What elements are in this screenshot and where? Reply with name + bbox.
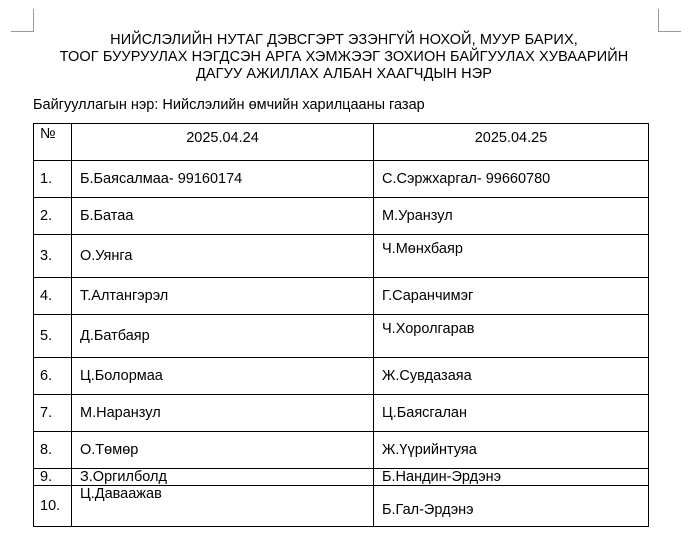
row-number: 4. (34, 278, 72, 315)
name-cell-day2: Г.Саранчимэг (374, 278, 649, 315)
schedule-table (33, 123, 649, 527)
table-row (34, 486, 649, 527)
name-cell-day1: Б.Баясалмаа- 99160174 (72, 161, 374, 198)
row-number: 5. (34, 315, 72, 358)
row-number: 9. (34, 469, 72, 486)
table-row (34, 198, 649, 235)
name-cell-day2: С.Сэржхаргал- 99660780 (374, 161, 649, 198)
table-row (34, 395, 649, 432)
name-cell-day2: Ц.Баясгалан (374, 395, 649, 432)
name-cell-day1: Ц.Даваажав (72, 486, 374, 527)
row-number: 1. (34, 161, 72, 198)
title-line: ДАГУУ АЖИЛЛАХ АЛБАН ХААГЧДЫН НЭР (195, 66, 492, 82)
name-cell-day2: Ж.Сувдазаяа (374, 358, 649, 395)
name-cell-day1: Т.Алтангэрэл (72, 278, 374, 315)
header-date-1: 2025.04.24 (72, 124, 374, 161)
row-number: 2. (34, 198, 72, 235)
row-number: 6. (34, 358, 72, 395)
table-row (34, 315, 649, 358)
name-cell-day1: О.Төмөр (72, 432, 374, 469)
name-cell-day1: Ц.Болормаа (72, 358, 374, 395)
title-line: ТООГ БУУРУУЛАХ НЭГДСЭН АРГА ХЭМЖЭЭГ ЗОХИОН БАЙГУУЛАХ ХУВААРИЙН (59, 49, 629, 65)
table-row (34, 432, 649, 469)
name-cell-day2: Ч.Мөнхбаяр (374, 235, 649, 278)
table-row (34, 278, 649, 315)
organization-name: Байгууллагын нэр: Нийслэлийн өмчийн харилцааны газар (33, 97, 425, 113)
table-row (34, 161, 649, 198)
header-date-2: 2025.04.25 (374, 124, 649, 161)
page-corner-mark-left (11, 9, 34, 32)
name-cell-day2: Б.Нандин-Эрдэнэ (374, 469, 649, 486)
row-number: 7. (34, 395, 72, 432)
name-cell-day1: Д.Батбаяр (72, 315, 374, 358)
name-cell-day2: Б.Гал-Эрдэнэ (374, 486, 649, 527)
document-title (30, 32, 658, 83)
name-cell-day1: О.Уянга (72, 235, 374, 278)
name-cell-day1: М.Наранзул (72, 395, 374, 432)
row-number: 8. (34, 432, 72, 469)
title-line: НИЙСЛЭЛИЙН НУТАГ ДЭВСГЭРТ ЭЗЭНГҮЙ НОХОЙ, МУУР БАРИХ, (110, 32, 578, 48)
name-cell-day2: Ч.Хоролгарав (374, 315, 649, 358)
name-cell-day2: Ж.Үүрийнтуяа (374, 432, 649, 469)
name-cell-day1: З.Оргилболд (72, 469, 374, 486)
row-number: 3. (34, 235, 72, 278)
name-cell-day1: Б.Батаа (72, 198, 374, 235)
table-header-row (34, 124, 649, 161)
row-number: 10. (34, 486, 72, 527)
table-row (34, 235, 649, 278)
page-corner-mark-right (658, 9, 681, 32)
header-number: № (34, 124, 72, 161)
table-row (34, 358, 649, 395)
table-row (34, 469, 649, 486)
name-cell-day2: М.Уранзул (374, 198, 649, 235)
